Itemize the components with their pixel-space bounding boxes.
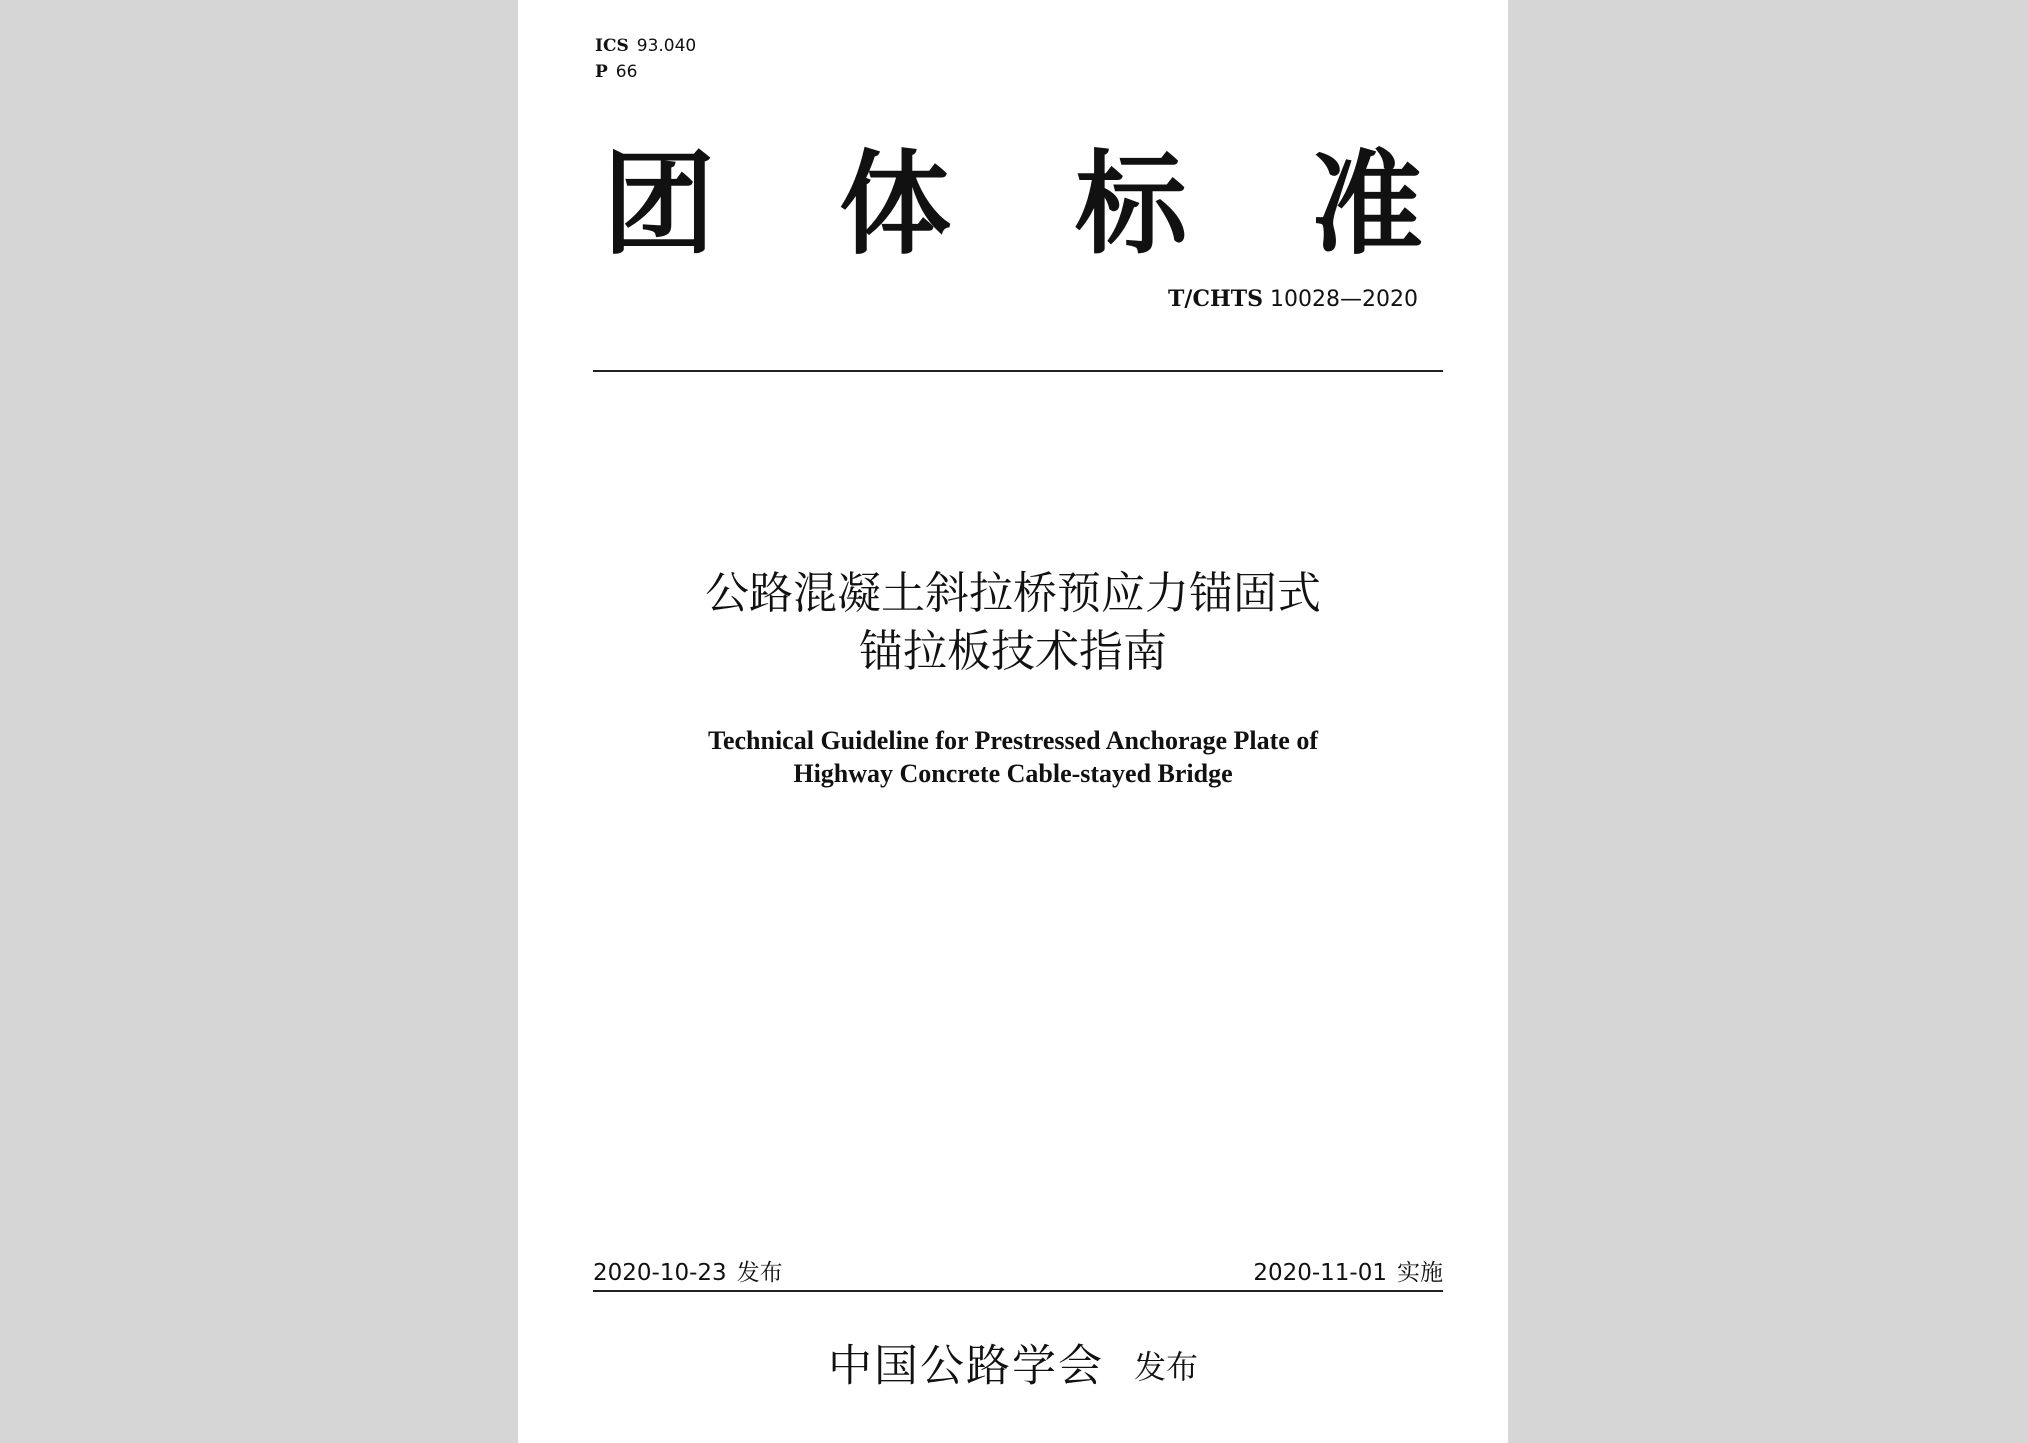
dates-row — [593, 1256, 1443, 1290]
english-title-line: Technical Guideline for Prestressed Anchorage Plate of — [708, 726, 1318, 755]
english-title-line: Highway Concrete Cable-stayed Bridge — [793, 759, 1233, 788]
footer-divider — [593, 1290, 1443, 1292]
chinese-title-line: 公路混凝土斜拉桥预应力锚固式 — [705, 568, 1321, 619]
standard-number-code: 10028—2020 — [1270, 287, 1418, 312]
ccs-code: 66 — [615, 62, 638, 82]
standard-type-char: 准 — [1311, 140, 1423, 270]
ccs-label: P — [595, 62, 608, 82]
publisher — [518, 1336, 1508, 1397]
standard-type-char: 团 — [603, 140, 715, 270]
ics-classification — [595, 34, 696, 58]
ccs-classification — [595, 60, 637, 84]
issue-date-word: 发布 — [736, 1260, 783, 1286]
implementation-date — [1253, 1256, 1443, 1290]
header-divider — [593, 370, 1443, 372]
implementation-date-word: 实施 — [1397, 1260, 1443, 1286]
english-title — [518, 724, 1508, 790]
ics-code: 93.040 — [636, 36, 697, 56]
publisher-org: 中国公路学会 — [827, 1340, 1104, 1392]
document-page — [518, 0, 1508, 1443]
standard-number-prefix: T/CHTS — [1168, 286, 1264, 312]
implementation-date-value: 2020-11-01 — [1253, 1260, 1387, 1286]
ics-label: ICS — [595, 36, 629, 56]
issue-date — [593, 1256, 783, 1290]
chinese-title — [518, 565, 1508, 681]
standard-type-heading — [603, 140, 1423, 270]
issue-date-value: 2020-10-23 — [593, 1260, 727, 1286]
standard-type-char: 标 — [1075, 140, 1187, 270]
publisher-word: 发布 — [1133, 1347, 1198, 1386]
standard-number — [1168, 284, 1418, 315]
chinese-title-line: 锚拉板技术指南 — [859, 626, 1167, 677]
standard-type-char: 体 — [839, 140, 951, 270]
